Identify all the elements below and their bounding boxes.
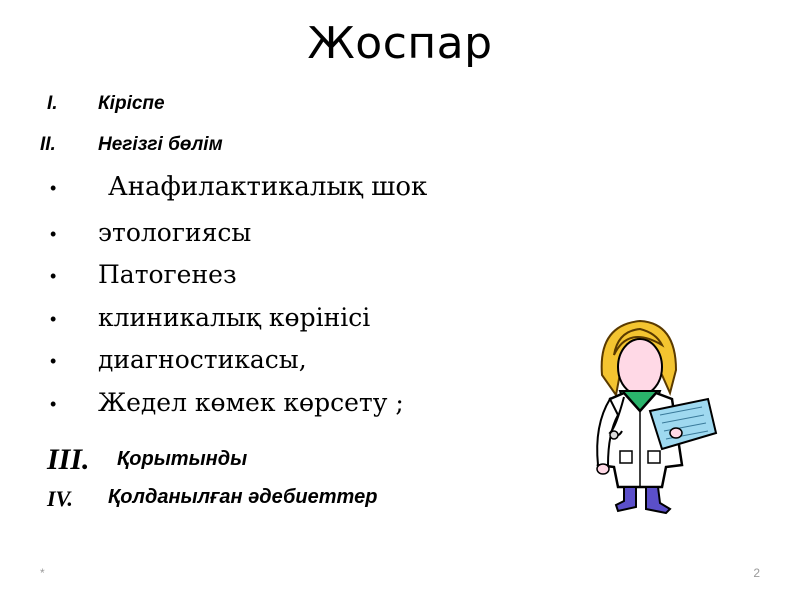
section-number-3: III. xyxy=(47,443,90,476)
bullet-icon: • xyxy=(50,351,57,371)
bullet-icon: • xyxy=(50,178,57,198)
footer-marker: * xyxy=(40,566,45,580)
bullet-text: этологиясы xyxy=(98,218,252,247)
section-number-2: II. xyxy=(40,134,56,155)
doctor-icon xyxy=(558,315,722,520)
section-label-references: Қолданылған әдебиеттер xyxy=(108,486,378,508)
slide-title: Жоспар xyxy=(307,18,493,69)
bullet-text: Патогенез xyxy=(98,260,237,289)
bullet-text: клиникалық көрінісі xyxy=(98,303,371,332)
bullet-icon: • xyxy=(50,224,57,244)
section-number-4: IV. xyxy=(47,486,73,511)
bullet-icon: • xyxy=(50,394,57,414)
section-label-introduction: Кіріспе xyxy=(98,93,165,114)
section-label-main-part: Негізгі бөлім xyxy=(98,134,223,155)
bullet-text: Анафилактикалық шок xyxy=(108,172,428,202)
bullet-icon: • xyxy=(50,266,57,286)
page-number: 2 xyxy=(753,566,760,580)
bullet-icon: • xyxy=(50,309,57,329)
section-label-conclusion: Қорытынды xyxy=(117,448,248,470)
bullet-text: диагностикасы, xyxy=(98,345,307,374)
bullet-text: Жедел көмек көрсету ; xyxy=(98,388,404,417)
section-number-1: I. xyxy=(47,93,58,114)
